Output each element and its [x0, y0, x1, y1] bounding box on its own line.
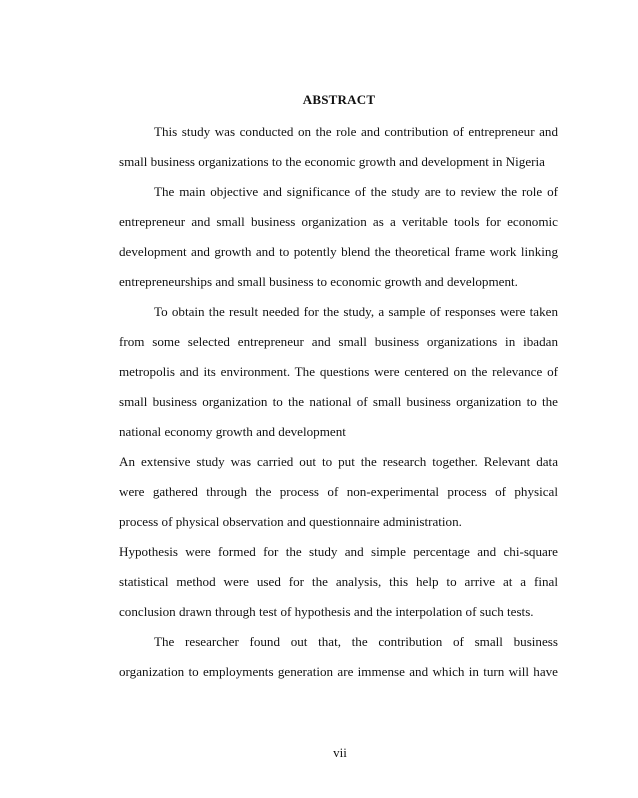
paragraph-2-line-4: entrepreneurships and small business to economic growth and development. [119, 274, 518, 289]
paragraph-3-line-4: small business organization to the national of small business organization to the [119, 394, 558, 409]
paragraph-5-line-1: Hypothesis were formed for the study and simple percentage and chi-square [119, 544, 558, 559]
abstract-heading: ABSTRACT [302, 92, 376, 107]
page-number: vii [333, 745, 347, 760]
paragraph-6-line-1: The researcher found out that, the contribution of small business [154, 634, 558, 649]
paragraph-4-line-2: were gathered through the process of non-experimental process of physical [119, 484, 558, 499]
paragraph-6-line-2: organization to employments generation are immense and which in turn will have [119, 664, 558, 679]
paragraph-5-line-3: conclusion drawn through test of hypothesis and the interpolation of such tests. [119, 604, 534, 619]
paragraph-4-line-3: process of physical observation and questionnaire administration. [119, 514, 462, 529]
paragraph-2-line-2: entrepreneur and small business organization as a veritable tools for economic [119, 214, 558, 229]
paragraph-2-line-1: The main objective and significance of the study are to review the role of [154, 184, 558, 199]
paragraph-3-line-1: To obtain the result needed for the study, a sample of responses were taken [154, 304, 558, 319]
paragraph-3-line-2: from some selected entrepreneur and small business organizations in ibadan [119, 334, 558, 349]
paragraph-3-line-3: metropolis and its environment. The questions were centered on the relevance of [119, 364, 558, 379]
paragraph-3-line-5: national economy growth and development [119, 424, 346, 439]
paragraph-4-line-1: An extensive study was carried out to put the research together. Relevant data [119, 454, 558, 469]
abstract-body [119, 117, 558, 687]
paragraph-5-line-2: statistical method were used for the analysis, this help to arrive at a final [119, 574, 558, 589]
paragraph-1-line-2: small business organizations to the economic growth and development in Nigeria [119, 154, 545, 169]
paragraph-2-line-3: development and growth and to potently blend the theoretical frame work linking [119, 244, 558, 259]
paragraph-1-line-1: This study was conducted on the role and contribution of entrepreneur and [154, 124, 558, 139]
